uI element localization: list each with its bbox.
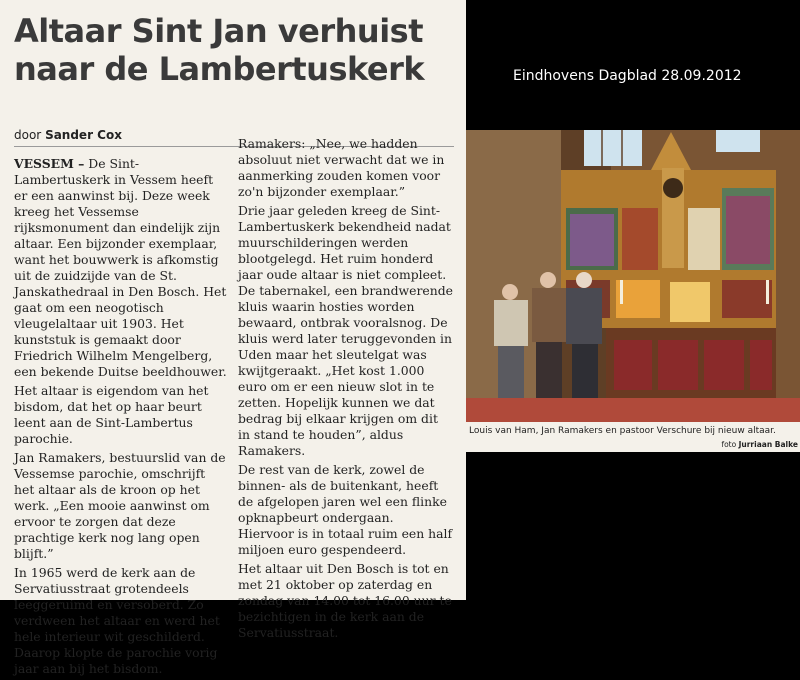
- column1-paragraph-2: Het altaar is eigendom van het bisdom, dat het op haar beurt leent aan de Sint-Lambertus parochie.: [14, 383, 209, 446]
- article-column-1: [14, 156, 229, 680]
- dateline-lead: VESSEM –: [14, 156, 85, 171]
- photo-credit: [721, 440, 798, 449]
- photo-credit-name: Jurriaan Balke: [738, 440, 798, 449]
- column2-paragraph-1: Ramakers: „Nee, we hadden absoluut niet verwacht dat we in aanmerking zouden komen voor zo'n bijzonder exemplaar.”: [238, 136, 445, 199]
- byline: [14, 128, 122, 142]
- column1-paragraph-3: Jan Ramakers, bestuurslid van de Vessemse parochie, omschrijft het altaar als de kroon op het werk. „Een mooie aanwinst om ervoor te zorgen dat deze prachtige kerk nog lang open blijft.”: [14, 450, 226, 561]
- byline-author: Sander Cox: [45, 128, 122, 142]
- altar-photo: [466, 130, 800, 422]
- photo-credit-prefix: foto: [721, 440, 737, 449]
- column2-paragraph-3: De rest van de kerk, zowel de binnen- als de buitenkant, heeft de afgelopen jaren wel een flinke opknapbeurt ondergaan. Hiervoor is in totaal ruim een half miljoen euro gespendeerd.: [238, 462, 453, 557]
- article-column-2: [238, 136, 453, 644]
- column2-paragraph-2: Drie jaar geleden kreeg de Sint-Lambertuskerk bekendheid nadat muurschilderingen werden blootgelegd. Het ruim honderd jaar oude altaar is niet compleet. De tabernakel, een brandwerende kluis waarin hosties worden bewaard, ontbrak vooralsnog. De kluis werd later teruggevonden in Uden maar het sleutelgat was kwijtgeraakt. „Het kost 1.000 euro om er een nieuw slot in te zetten. Hopelijk kunnen we dat bedrag bij elkaar krijgen om dit in stand te houden”, aldus Ramakers.: [238, 203, 453, 458]
- photo-caption: Louis van Ham, Jan Ramakers en pastoor Verschure bij nieuw altaar.: [469, 426, 776, 436]
- column1-paragraph-1: [14, 156, 229, 380]
- byline-prefix: door: [14, 128, 42, 142]
- source-dateline: Eindhovens Dagblad 28.09.2012: [513, 68, 742, 84]
- photo-caption-bar: [466, 422, 800, 452]
- headline: Altaar Sint Jan verhuist naar de Lambertuskerk: [14, 12, 425, 88]
- altar-photo-illustration: [466, 130, 800, 422]
- column2-paragraph-4: Het altaar uit Den Bosch is tot en met 21 oktober op zaterdag en zondag van 14.00 tot 16.00 uur te bezichtigen in de kerk aan de Servatiusstraat.: [238, 561, 452, 640]
- column1-paragraph-4: In 1965 werd de kerk aan de Servatiusstraat grotendeels leeggeruimd en versoberd. Zo verdween het altaar en werd het hele interieur wit geschilderd. Daarop klopte de parochie vorig jaar aan bij het bisdom.: [14, 565, 220, 676]
- column1-p1-text: De Sint-Lambertuskerk in Vessem heeft er een aanwinst bij. Deze week kreeg het Vessemse rijksmonument dan eindelijk zijn altaar. Een bijzonder exemplaar, want het bouwwerk is afkomstig uit de zuidzijde van de St. Janskathedraal in Den Bosch. Het gaat om een neogotisch vleugelaltaar uit 1903. Het kunststuk is gemaakt door Friedrich Wilhelm Mengelberg, een bekende Duitse beeldhouwer.: [14, 156, 227, 379]
